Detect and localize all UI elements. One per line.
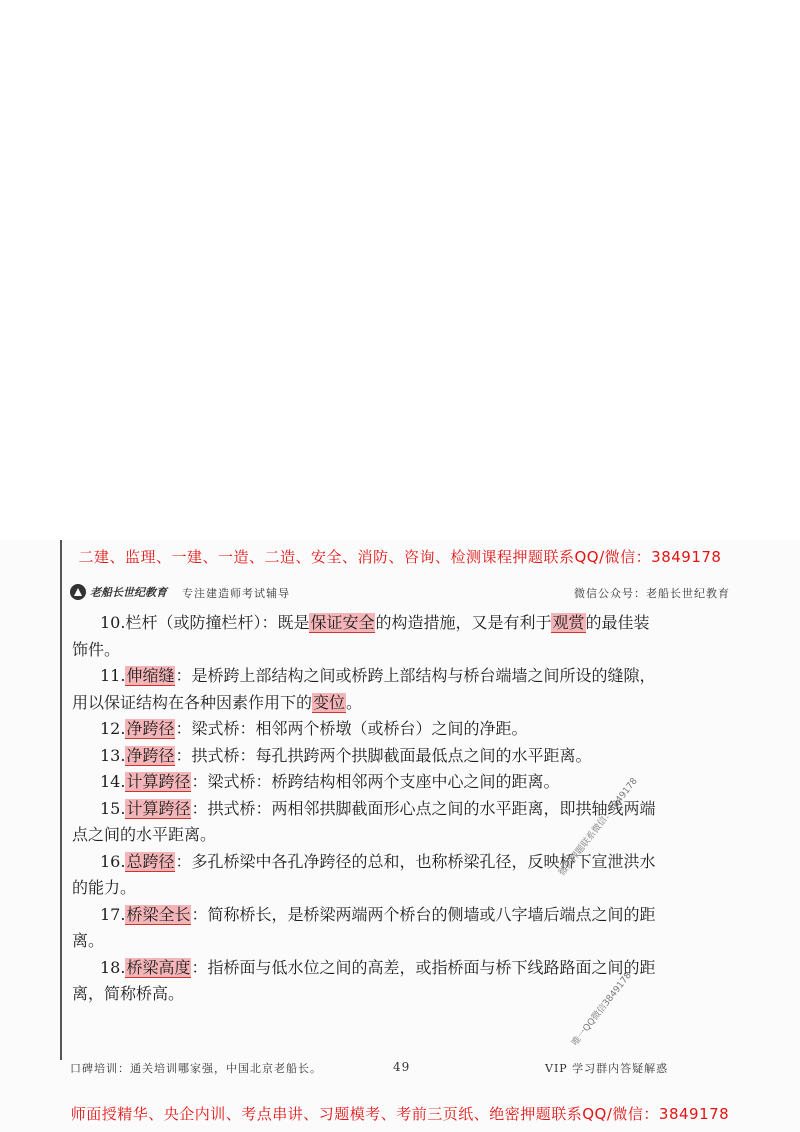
highlighted-term: 变位 [313, 692, 346, 712]
definition-item [72, 663, 710, 716]
item-text: 点之间的水平距离。 [72, 825, 217, 844]
item-text: 11. [100, 666, 126, 685]
highlighted-term: 净跨径 [126, 719, 175, 738]
item-line [100, 663, 710, 690]
definition-item [72, 902, 710, 955]
item-text: 10.栏杆（或防撞栏杆）：既是 [100, 613, 310, 632]
item-text: 。 [346, 692, 363, 712]
item-continuation [72, 875, 710, 902]
bottom-ad-banner: 师面授精华、央企内训、考点串讲、习题模考、考前三页纸、绝密押题联系QQ/微信：3849178 [70, 1105, 730, 1123]
item-text: 离，简称桥高。 [72, 984, 185, 1003]
item-text: 离。 [72, 931, 105, 950]
item-continuation [72, 928, 710, 955]
item-text: 的最佳装 [585, 613, 650, 632]
item-line [100, 849, 710, 876]
item-text: 12. [100, 719, 126, 738]
item-continuation [72, 822, 710, 849]
item-text: 17. [100, 904, 126, 924]
diagonal-watermark: 微信押题联系微信：3849178 [557, 776, 640, 879]
item-continuation [72, 637, 710, 664]
header-wechat: 微信公众号：老船长世纪教育 [574, 587, 730, 600]
page-number: 49 [393, 1060, 411, 1074]
item-text: 18. [100, 957, 126, 977]
item-text: 的构造措施，又是有利于 [375, 613, 552, 632]
highlighted-term: 保证安全 [310, 613, 375, 632]
item-text: ：指桥面与低水位之间的高差，或指桥面与桥下线路路面之间的距 [191, 957, 656, 977]
item-continuation [72, 690, 710, 717]
highlighted-term: 总跨径 [126, 851, 175, 871]
item-text: ：是桥跨上部结构之间或桥跨上部结构与桥台端墙之间所设的缝隙， [175, 666, 656, 685]
definition-item [72, 610, 710, 663]
highlighted-term: 桥梁高度 [126, 957, 191, 977]
item-line [100, 743, 710, 770]
item-line [100, 716, 710, 743]
logo-text: 老船长世纪教育 [90, 586, 167, 599]
item-text: ：梁式桥：相邻两个桥墩（或桥台）之间的净距。 [175, 719, 528, 738]
definition-item [100, 716, 710, 743]
item-text: 15. [100, 798, 126, 818]
item-text: 16. [100, 851, 126, 871]
highlighted-term: 观赏 [552, 613, 585, 632]
item-line [100, 902, 710, 929]
footer-vip: VIP 学习群内答疑解惑 [545, 1062, 669, 1075]
item-text: 13. [100, 745, 126, 765]
diagonal-watermark-small: 唯一QQ微信3849178 [570, 970, 634, 1049]
brand-logo [70, 584, 167, 600]
footer-slogan: 口碑培训：通关培训哪家强，中国北京老船长。 [70, 1062, 322, 1075]
item-text: 用以保证结构在各种因素作用下的 [72, 692, 313, 712]
page-edge-line [60, 540, 62, 1060]
item-text: ：拱式桥：两相邻拱脚截面形心点之间的水平距离，即拱轴线两端 [191, 798, 656, 818]
item-text: 饰件。 [72, 639, 121, 659]
item-text: ：梁式桥：桥跨结构相邻两个支座中心之间的距离。 [191, 772, 560, 791]
highlighted-term: 净跨径 [126, 745, 175, 765]
ship-logo-icon [70, 584, 86, 600]
highlighted-term: 计算跨径 [126, 772, 191, 791]
header-tagline: 专注建造师考试辅导 [182, 587, 290, 600]
item-text: 的能力。 [72, 878, 137, 897]
item-line [100, 610, 710, 637]
item-text: 14. [100, 772, 126, 791]
highlighted-term: 桥梁全长 [126, 904, 191, 924]
item-text: ：简称桥长，是桥梁两端两个桥台的侧墙或八字墙后端点之间的距 [191, 904, 656, 924]
definition-item [100, 743, 710, 770]
definition-item [72, 849, 710, 902]
top-ad-banner: 二建、监理、一建、一造、二造、安全、消防、咨询、检测课程押题联系QQ/微信：3849178 [78, 548, 722, 566]
highlighted-term: 计算跨径 [126, 798, 191, 818]
page-header [70, 580, 730, 606]
item-text: ：多孔桥梁中各孔净跨径的总和，也称桥梁孔径，反映桥下宣泄洪水 [175, 851, 656, 871]
item-text: ：拱式桥：每孔拱跨两个拱脚截面最低点之间的水平距离。 [175, 745, 592, 765]
highlighted-term: 伸缩缝 [126, 666, 175, 685]
